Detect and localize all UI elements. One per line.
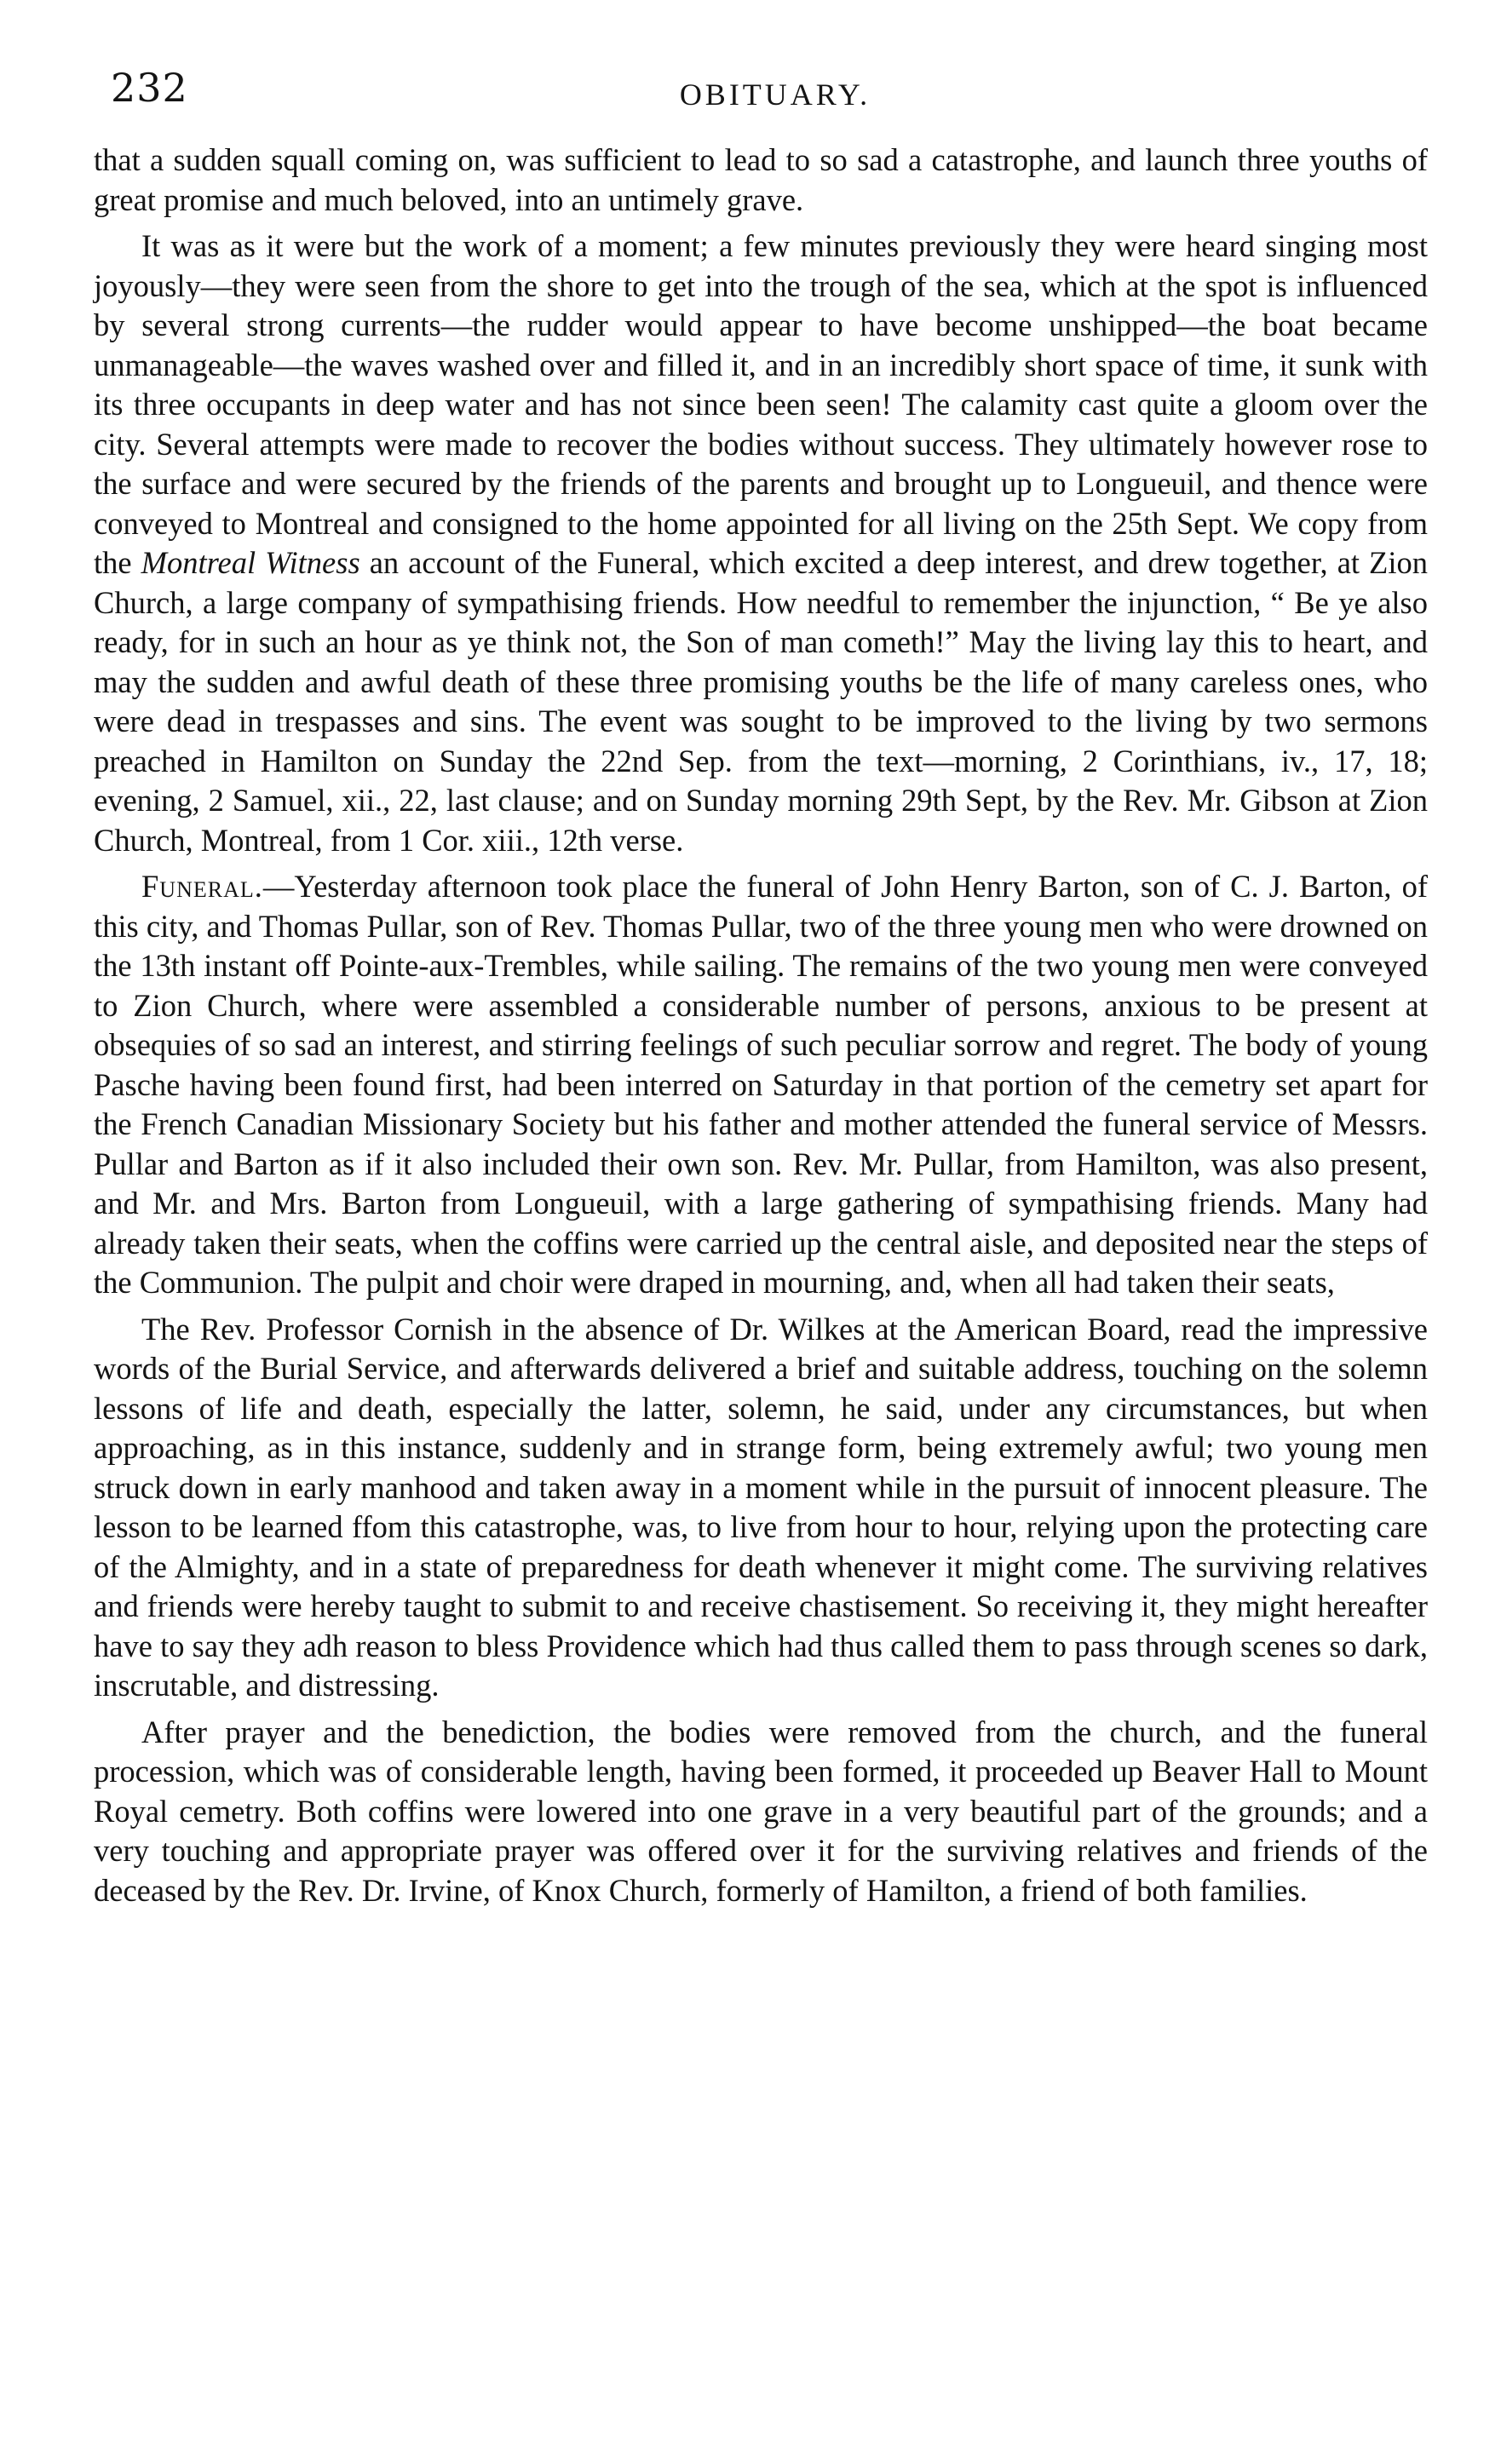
funeral-lead-word: Funeral. [141,869,263,904]
paragraph-burial-service [94,1310,1428,1706]
paragraph-text-after-italic: an account of the Funeral, which excited a deep interest, and drew together, at Zion Church, a large company of sympathising friends. How needful to remember the injunction, “ Be ye also ready, for in such an hour as ye think not, the Son of man cometh!” May the living lay this to heart, and may the sudden and awful death of these three promising youths be the life of many careless ones, who were dead in trespasses and sins. The event was sought to be improved to the living by two sermons preached in Hamilton on Sunday the 22nd Sep. from the text—morning, 2 Corinthians, iv., 17, 18; evening, 2 Samuel, xii., 22, last clause; and on Sunday morning 29th Sept, by the Rev. Mr. Gibson at Zion Church, Montreal, from 1 Cor. xiii., 12th verse. [94,545,1428,858]
paragraph-text-before-italic: It was as it were but the work of a moment; a few minutes previously they were heard singing most joyously—they were seen from the shore to get into the trough of the sea, which at the spot is influenced by several strong currents—the rudder would appear to have become unshipped—the boat became unmanageable—the waves washed over and filled it, and in an incredibly short space of time, it sunk with its three occupants in deep water and has not since been seen! The calamity cast quite a gloom over the city. Several attempts were made to recover the bodies without success. They ultimately however rose to the surface and were secured by the friends of the parents and brought up to Longueuil, and thence were conveyed to Montreal and consigned to the home appointed for all living on the 25th Sept. We copy from the [94,228,1428,580]
paragraph-text: —Yesterday afternoon took place the funeral of John Henry Barton, son of C. J. Barton, of this city, and Thomas Pullar, son of Rev. Thomas Pullar, two of the three young men who were drowned on the 13th instant off Pointe-aux-Trembles, while sailing. The remains of the two young men were conveyed to Zion Church, where were assembled a considerable number of persons, anxious to be present at obsequies of so sad an interest, and stirring feelings of such peculiar sorrow and regret. The body of young Pasche having been found first, had been interred on Saturday in that portion of the cemetry set apart for the French Canadian Missionary Society but his father and mother attended the funeral service of Messrs. Pullar and Barton as if it also included their own son. Rev. Mr. Pullar, from Hamilton, was also present, and Mr. and Mrs. Barton from Longueuil, with a large gathering of sympathising friends. Many had already taken their seats, when the coffins were carried up the central aisle, and deposited near the steps of the Communion. The pulpit and choir were draped in mourning, and, when all had taken their seats, [94,869,1428,1300]
obituary-text [94,141,1428,1917]
paragraph-continuation [94,141,1428,220]
paragraph-text: The Rev. Professor Cornish in the absence of Dr. Wilkes at the American Board, read the impressive words of the Burial Service, and afterwards delivered a brief and suitable address, touching on the solemn lessons of life and death, especially the latter, solemn, he said, under any circumstances, but when approaching, as in this instance, suddenly and in strange form, being extremely awful; two young men struck down in early manhood and taken away in a moment while in the pursuit of innocent pleasure. The lesson to be learned ffom this catastrophe, was, to live from hour to hour, relying upon the protecting care of the Almighty, and in a state of preparedness for death whenever it might come. The surviving relatives and friends were hereby taught to submit to and receive chastisement. So receiving it, they might hereafter have to say they adh reason to bless Providence which had thus called them to pass through scenes so dark, inscrutable, and distressing. [94,1311,1428,1703]
paragraph-accident-account [94,227,1428,860]
paragraph-text: After prayer and the benediction, the bodies were removed from the church, and the funeral procession, which was of considerable length, having been formed, it proceeded up Beaver Hall to Mount Royal cemetry. Both coffins were lowered into one grave in a very beautiful part of the grounds; and a very touching and appropriate prayer was offered over it for the surviving relatives and friends of the deceased by the Rev. Dr. Irvine, of Knox Church, formerly of Hamilton, a friend of both families. [94,1714,1428,1908]
page-number: 232 [111,65,188,111]
page-header [111,58,1440,118]
paragraph-text: that a sudden squall coming on, was sufficient to lead to so sad a catastrophe, and launch three youths of great promise and much beloved, into an untimely grave. [94,142,1428,217]
newspaper-title: Montreal Witness [141,545,360,580]
running-head: OBITUARY. [679,78,871,112]
paragraph-procession [94,1713,1428,1911]
paragraph-funeral [94,867,1428,1303]
